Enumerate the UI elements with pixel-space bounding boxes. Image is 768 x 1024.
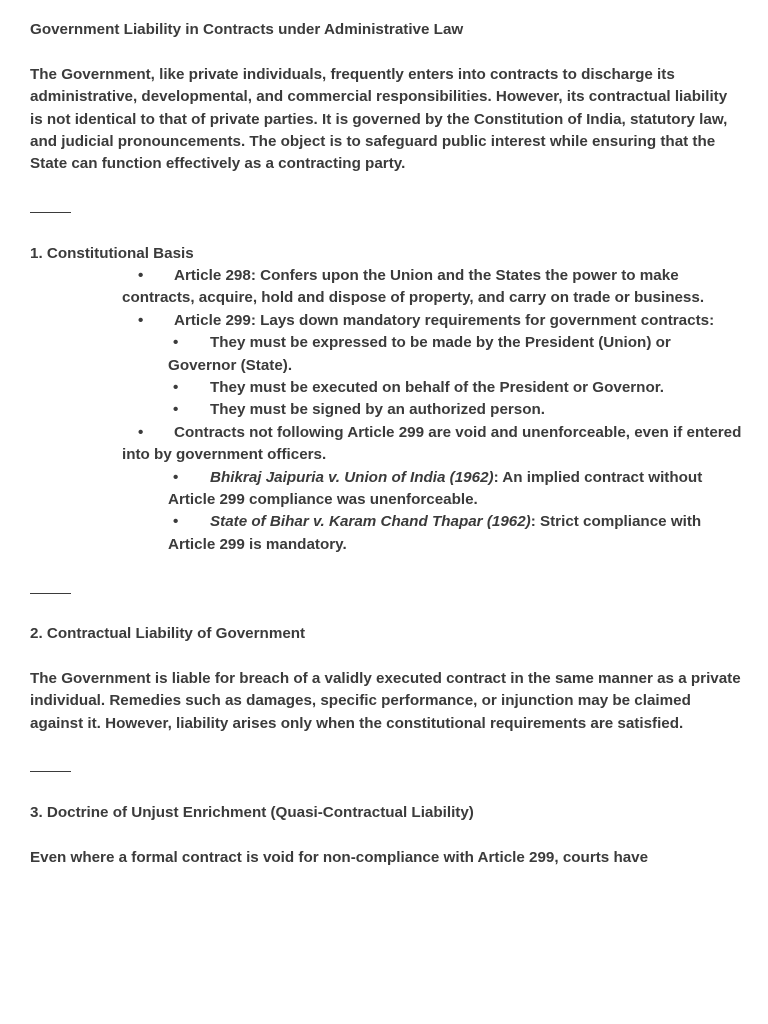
- list-item-article-298: [122, 265, 742, 310]
- section-divider: [30, 593, 71, 594]
- spacer: [30, 176, 742, 198]
- sub-list-item: [168, 399, 742, 421]
- section-3-paragraph: Even where a formal contract is void for non-compliance with Article 299, courts have: [30, 848, 649, 866]
- section-divider: [30, 212, 71, 213]
- section-3-heading: 3. Doctrine of Unjust Enrichment (Quasi-Contractual Liability): [30, 803, 474, 821]
- sub-list-item-text: They must be signed by an authorized person.: [210, 401, 546, 419]
- spacer: [30, 41, 742, 63]
- spacer: [30, 779, 742, 801]
- list-item-void-contracts: [122, 422, 742, 467]
- section-divider: [30, 771, 71, 772]
- spacer: [30, 824, 742, 846]
- list-item-text: Article 298: Confers upon the Union and the States the power to make contracts, acquire, hold and dispose of property, and carry on trade or business.: [122, 267, 705, 307]
- sub-list-item: [168, 332, 742, 377]
- sub-list-item-text: They must be executed on behalf of the President or Governor.: [210, 379, 665, 397]
- case-item: [168, 467, 742, 512]
- section-2-paragraph: The Government is liable for breach of a validly executed contract in the same manner as a private individual. Remedies such as damages, specific performance, or injunction may be claimed against it. However, liability arises only when the constitutional requirements are satisfied.: [30, 669, 741, 732]
- bullet-icon: •: [173, 334, 179, 352]
- spacer: [30, 645, 742, 667]
- bullet-icon: •: [138, 311, 144, 329]
- bullet-icon: •: [173, 513, 179, 531]
- intro-paragraph: The Government, like private individuals, frequently enters into contracts to discharge its administrative, developmental, and commercial responsibilities. However, its contractual liability is not identical to that of private parties. It is governed by the Constitution of India, statutory law, and judicial pronouncements. The object is to safeguard public interest while ensuring that the State can function effectively as a contracting party.: [30, 65, 728, 173]
- list-item-article-299: [122, 310, 742, 332]
- section-1-heading: 1. Constitutional Basis: [30, 244, 194, 262]
- document-body: [30, 19, 742, 869]
- case-name: State of Bihar v. Karam Chand Thapar (1962): [210, 513, 531, 531]
- case-name: Bhikraj Jaipuria v. Union of India (1962): [210, 468, 494, 486]
- section-2-heading: 2. Contractual Liability of Government: [30, 625, 306, 643]
- bullet-icon: •: [138, 423, 144, 441]
- case-item: [168, 511, 742, 556]
- bullet-icon: •: [138, 267, 144, 285]
- list-item-text: Contracts not following Article 299 are void and unenforceable, even if entered into by government officers.: [122, 423, 742, 464]
- spacer: [30, 735, 742, 757]
- sub-list-item-text: They must be expressed to be made by the President (Union) or Governor (State).: [168, 334, 671, 374]
- spacer: [30, 601, 742, 623]
- bullet-icon: •: [173, 401, 179, 419]
- case-text: : An implied contract without Article 299 compliance was unenforceable.: [168, 468, 703, 509]
- list-item-text: Article 299: Lays down mandatory requirements for government contracts:: [174, 311, 715, 329]
- bullet-icon: •: [173, 379, 179, 397]
- bullet-icon: •: [173, 468, 179, 486]
- sub-list-item: [168, 377, 742, 399]
- document-title: Government Liability in Contracts under Administrative Law: [30, 21, 464, 38]
- spacer: [30, 556, 742, 578]
- spacer: [30, 220, 742, 242]
- case-text: : Strict compliance with Article 299 is mandatory.: [168, 513, 702, 553]
